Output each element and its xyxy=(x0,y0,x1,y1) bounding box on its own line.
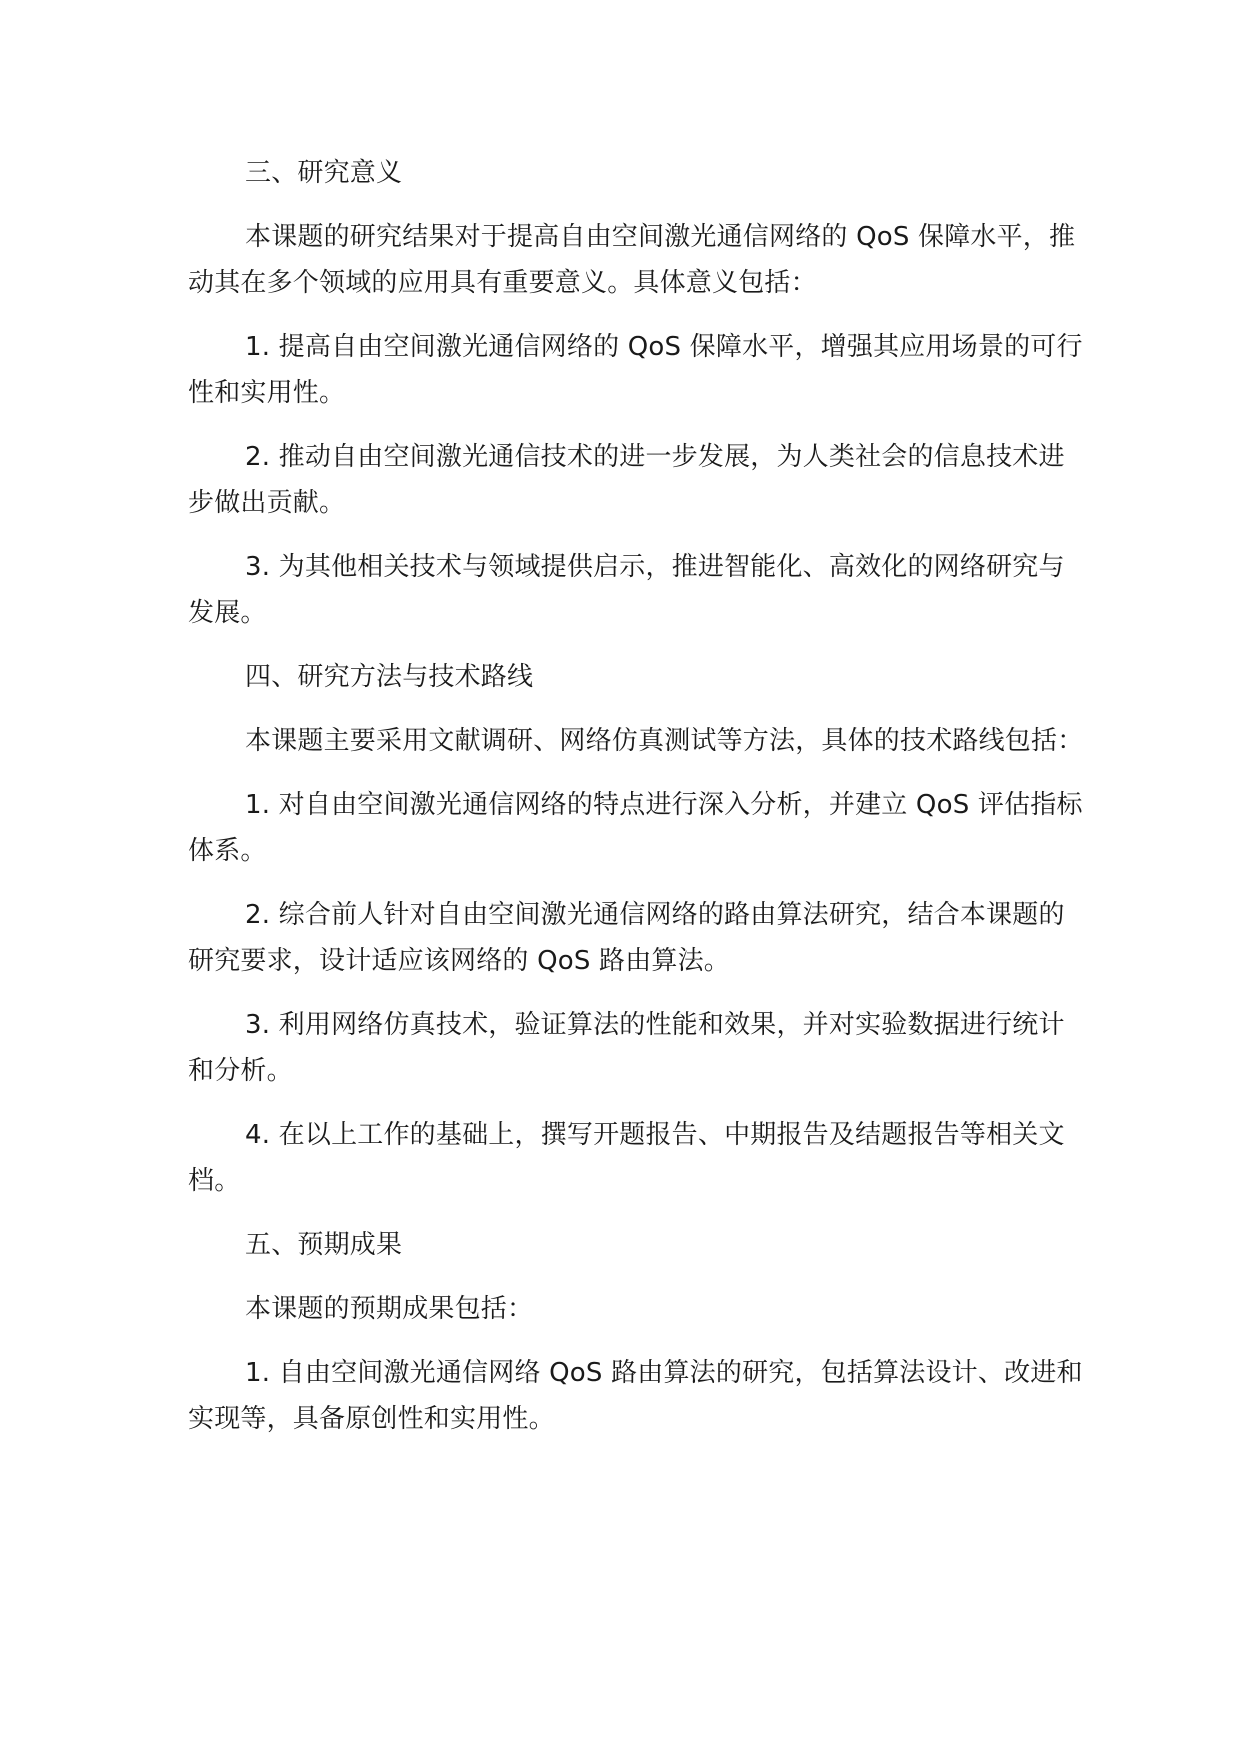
section-heading-outcomes: 五、预期成果 xyxy=(245,1230,403,1260)
list-item-significance-2: 2. 推动自由空间激光通信技术的进一步发展，为人类社会的信息技术进步做出贡献。 xyxy=(188,442,1065,518)
section-heading-significance: 三、研究意义 xyxy=(245,158,403,188)
list-item-outcomes-1: 1. 自由空间激光通信网络 QoS 路由算法的研究，包括算法设计、改进和实现等，具备原创性和实用性。 xyxy=(188,1358,1083,1434)
list-item-methods-3: 3. 利用网络仿真技术，验证算法的性能和效果，并对实验数据进行统计和分析。 xyxy=(188,1010,1065,1086)
section-heading-methods: 四、研究方法与技术路线 xyxy=(245,662,534,692)
list-item-significance-1: 1. 提高自由空间激光通信网络的 QoS 保障水平，增强其应用场景的可行性和实用性。 xyxy=(188,332,1083,408)
list-item-significance-3: 3. 为其他相关技术与领域提供启示，推进智能化、高效化的网络研究与发展。 xyxy=(188,552,1065,628)
list-item-methods-1: 1. 对自由空间激光通信网络的特点进行深入分析，并建立 QoS 评估指标体系。 xyxy=(188,790,1083,866)
list-item-methods-2: 2. 综合前人针对自由空间激光通信网络的路由算法研究，结合本课题的研究要求，设计适应该网络的 QoS 路由算法。 xyxy=(188,900,1065,976)
paragraph-significance-intro: 本课题的研究结果对于提高自由空间激光通信网络的 QoS 保障水平，推动其在多个领域的应用具有重要意义。具体意义包括： xyxy=(188,222,1076,298)
list-item-methods-4: 4. 在以上工作的基础上，撰写开题报告、中期报告及结题报告等相关文档。 xyxy=(188,1120,1065,1196)
document-body xyxy=(188,150,1088,1460)
paragraph-outcomes-intro: 本课题的预期成果包括： xyxy=(245,1294,534,1324)
paragraph-methods-intro: 本课题主要采用文献调研、网络仿真测试等方法，具体的技术路线包括： xyxy=(245,726,1084,756)
